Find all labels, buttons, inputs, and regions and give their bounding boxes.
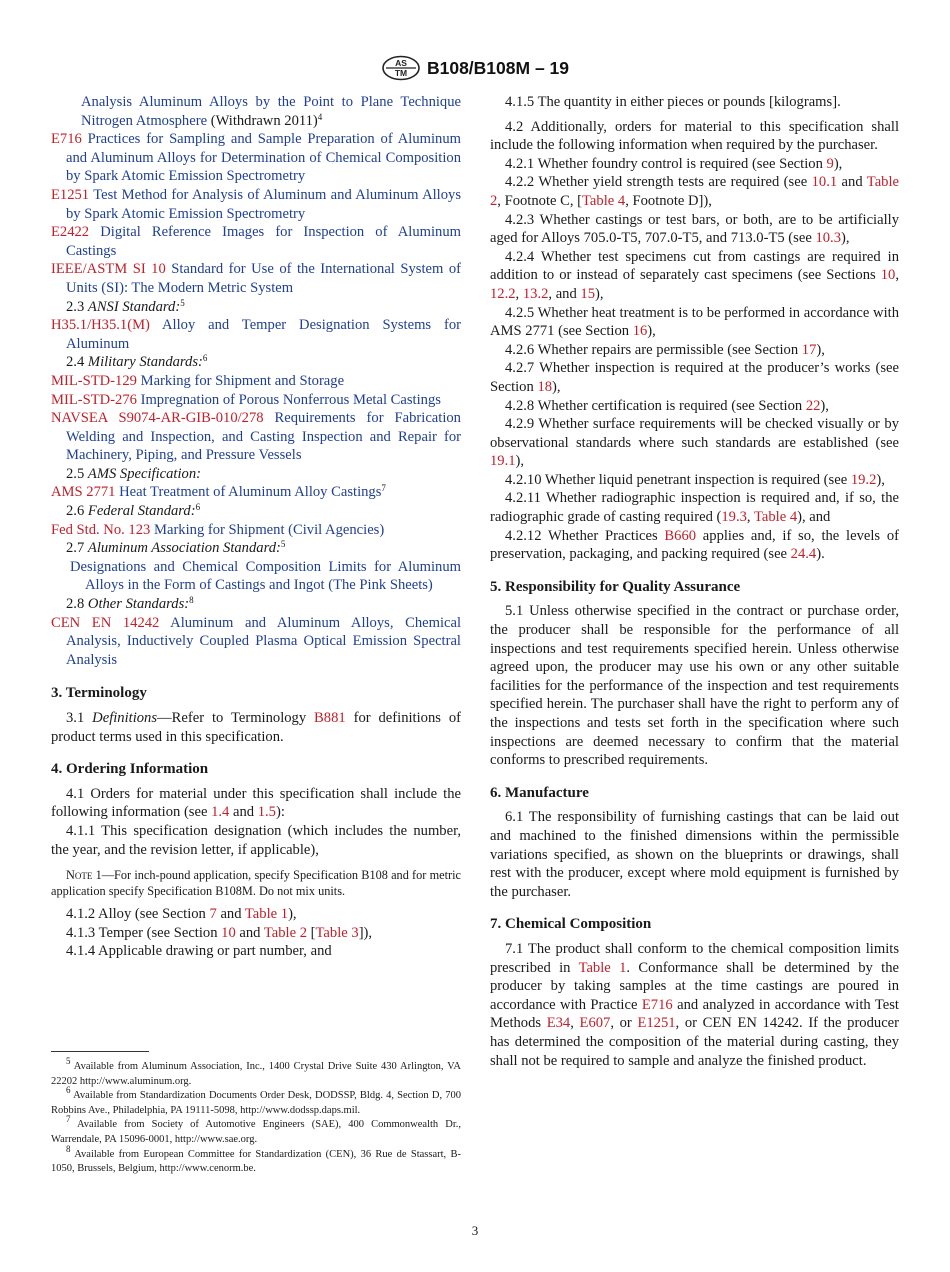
- reference-code-link[interactable]: H35.1/H35.1(M): [51, 317, 150, 334]
- reference-e716: [51, 130, 461, 186]
- svg-text:AS: AS: [395, 58, 407, 68]
- text: , or CEN EN 14242. If the producer has determined the composition of the material during casting, they shall not be required to sample and analyze the finished product.: [490, 1015, 900, 1069]
- note-number: 1: [92, 868, 102, 883]
- xref-link[interactable]: Table 3: [315, 924, 359, 941]
- text: 4.2.12 Whether Practices: [505, 527, 665, 544]
- subsection-2-6: [51, 502, 461, 521]
- text: ),: [515, 453, 525, 470]
- reference-title-link[interactable]: Heat Treatment of Aluminum Alloy Castings: [119, 484, 382, 501]
- text: ),: [552, 378, 561, 395]
- paragraph-4-1-5: 4.1.5 The quantity in either pieces or pounds [kilograms].: [505, 94, 841, 110]
- paragraph-4-2-12: [490, 527, 899, 564]
- reference-code-link[interactable]: MIL-STD-276: [51, 391, 137, 408]
- reference-ams-2771: [51, 483, 461, 502]
- text: 4.2.11 Whether radiographic inspection is required and, if so, the radiographic grade of casting required (: [490, 490, 899, 526]
- footnote-number: 5: [66, 1056, 71, 1066]
- paragraph-4-2-10: [490, 471, 899, 490]
- reference-code-link[interactable]: CEN EN 14242: [51, 614, 160, 631]
- text: 4.2.8 Whether certification is required (see Section: [505, 397, 806, 414]
- xref-link[interactable]: 10: [221, 924, 236, 941]
- subsection-2-7: [51, 539, 461, 558]
- reference-title-link[interactable]: Alloy and Temper Designation Systems for Aluminum: [66, 317, 461, 352]
- section-label: Federal Standard:: [87, 503, 196, 520]
- reference-title-link[interactable]: Aluminum and Aluminum Alloys, Chemical Analysis, Inductively Coupled Plasma Optical Emission Spectral Analysis: [66, 614, 462, 668]
- xref-link[interactable]: 19.1: [490, 453, 516, 470]
- text: 4.2.10 Whether liquid penetrant inspection is required (see: [505, 471, 851, 488]
- xref-link[interactable]: Table 1: [578, 959, 627, 976]
- xref-link[interactable]: 7: [209, 906, 217, 923]
- section-label: Aluminum Association Standard:: [87, 540, 281, 557]
- xref-link[interactable]: E34: [546, 1015, 571, 1032]
- section-label: Military Standards:: [87, 354, 203, 371]
- paragraph-4-2-6: [490, 341, 899, 360]
- reference-fed-std-123: [51, 521, 461, 540]
- reference-title-link[interactable]: Requirements for Fabrication Welding and Inspection, and Casting Inspection and Repair for Machinery, Piping, and Pressure Vessels: [66, 410, 461, 464]
- xref-link[interactable]: 17: [801, 341, 817, 358]
- footnote-text: Available from Standardization Documents Order Desk, DODSSP, Bldg. 4, Section D, 700 Robbins Ave., Philadelphia, PA 19111-5098, http://www.dodssp.daps.mil.: [51, 1090, 461, 1116]
- text: 4.1.3 Temper (see Section: [66, 924, 222, 941]
- text: . Conformance shall be determined by the producer by taking samples at the time castings are poured in accordance with Practice: [490, 959, 899, 1013]
- paragraph-4-1-3: [51, 924, 461, 943]
- xref-link[interactable]: 10.1: [811, 174, 838, 191]
- reference-title-link[interactable]: Designations and Chemical Composition Limits for Aluminum Alloys in the Form of Castings and Ingot (The Pink Sheets): [70, 558, 461, 594]
- footnote-marker: 4: [317, 111, 323, 122]
- xref-link[interactable]: 24.4: [790, 546, 817, 563]
- text: ),: [816, 341, 825, 358]
- section-heading-ordering: 4. Ordering Information: [51, 761, 209, 778]
- paragraph-4-2-7: [490, 359, 899, 396]
- reference-code-link[interactable]: AMS 2771: [51, 484, 116, 501]
- reference-title[interactable]: Analysis Aluminum Alloys by the Point to Plane Technique Nitrogen Atmosphere: [81, 94, 461, 129]
- left-column: [51, 93, 461, 961]
- withdrawn-note: (Withdrawn 2011): [207, 112, 318, 129]
- reference-code-link[interactable]: IEEE/ASTM SI 10: [51, 261, 166, 278]
- footnote-text: Available from Society of Automotive Engineers (SAE), 400 Commonwealth Dr., Warrendale, PA 15096-0001, http://www.sae.org.: [51, 1119, 461, 1145]
- text: 4.1 Orders for material under this specification shall include the following information (see: [51, 785, 461, 821]
- text: ).: [816, 546, 825, 563]
- section-number: 2.6: [66, 503, 85, 520]
- reference-continued: [51, 93, 461, 130]
- footnote-marker: 7: [381, 483, 386, 494]
- subsection-2-3: [51, 298, 461, 317]
- text: ):: [275, 804, 285, 821]
- footnote-number: 6: [66, 1085, 71, 1096]
- note-text: —For inch-pound application, specify Specification B108 and for metric application specify Specification B108M. Do not mix units.: [51, 868, 461, 899]
- footnote-divider: [51, 1051, 149, 1052]
- text: and: [216, 906, 245, 923]
- xref-link[interactable]: 16: [632, 323, 648, 340]
- xref-link[interactable]: 22: [805, 397, 821, 414]
- section-label: ANSI Standard:: [87, 298, 181, 315]
- text: ,: [746, 509, 754, 526]
- xref-link[interactable]: 9: [826, 155, 834, 172]
- footnote-text: Available from European Committee for Standardization (CEN), 36 Rue de Stassart, B-1050, Brussels, Belgium, http://www.cenorm.be.: [51, 1148, 461, 1175]
- reference-code-link[interactable]: MIL-STD-129: [51, 372, 137, 389]
- footnote-marker: 5: [180, 297, 185, 308]
- paragraph-6-1: 6.1 The responsibility of furnishing castings that can be laid out and machined to the finished dimensions within the permissible variations specified, as shown on the blueprints or drawings, shall rest with the producer, except where mold equipment is furnished by the purchaser.: [490, 809, 899, 900]
- document-designation: B108/B108M – 19: [426, 57, 570, 78]
- text: ]),: [358, 924, 373, 941]
- reference-ieee-astm-si10: [51, 260, 461, 297]
- section-label: AMS Specification:: [87, 465, 201, 482]
- paragraph-4-2-3: [490, 211, 899, 248]
- paragraph-4-1-4: 4.1.4 Applicable drawing or part number, and: [66, 943, 332, 960]
- xref-link[interactable]: Table 2: [263, 924, 308, 941]
- subsection-2-5: [51, 465, 461, 484]
- text: —Refer to Terminology: [157, 710, 315, 726]
- footnote-number: 7: [66, 1114, 71, 1125]
- paragraph-5-1: 5.1 Unless otherwise specified in the contract or purchase order, the producer shall be responsible for the performance of all inspections and test requirements specified herein. Unless otherwise agreed upon, the producer may use his own or any other suitable facilities for the performance of the inspection and test requirements specified herein. The purchaser shall have the right to perform any of the inspections and tests set forth in the specification where such inspections are deemed necessary to confirm that the material conforms to prescribed requirements.: [490, 603, 899, 769]
- text: 4.2.6 Whether repairs are permissible (see Section: [505, 341, 802, 358]
- reference-e2422: [51, 223, 461, 260]
- text: and: [229, 804, 258, 821]
- xref-link[interactable]: 10: [880, 267, 896, 284]
- footnotes: [51, 1056, 461, 1177]
- footnote-number: 8: [66, 1143, 71, 1154]
- text: ),: [833, 155, 843, 172]
- xref-link[interactable]: 18: [537, 378, 553, 395]
- text: for definitions of product terms used in this specification.: [51, 710, 461, 745]
- text: ),: [841, 230, 850, 247]
- paragraph-4-1-1: 4.1.1 This specification designation (which includes the number, the year, and the revision letter, if applicable),: [51, 822, 461, 858]
- footnote-marker: 6: [202, 353, 208, 364]
- text: ), and: [797, 509, 831, 526]
- paragraph-4-2-8: [490, 397, 899, 416]
- reference-title-link[interactable]: Digital Reference Images for Inspection of Aluminum Castings: [66, 224, 461, 259]
- text: applies and, if so, the levels of preservation, packaging, and packing required (see: [490, 527, 899, 563]
- reference-h35: [51, 316, 461, 353]
- right-column: [490, 93, 899, 1070]
- text: 4.2.3 Whether castings or test bars, or both, are to be artificially aged for Alloys 705.0-T5, 707.0-T5, and 713.0-T5 (see: [490, 211, 899, 247]
- text: 4.2.9 Whether surface requirements will be checked visually or by observational standards where such standards are established (see: [490, 416, 899, 451]
- xref-link[interactable]: B881: [314, 710, 346, 726]
- footnote: [51, 1114, 461, 1147]
- xref-link[interactable]: 1.4: [211, 804, 230, 821]
- section-heading-terminology: 3. Terminology: [51, 685, 147, 702]
- xref-link[interactable]: 19.2: [850, 471, 877, 488]
- text: ,: [515, 285, 523, 302]
- text: , or: [610, 1015, 638, 1032]
- section-number: 3.1: [66, 710, 85, 726]
- reference-title-link[interactable]: Marking for Shipment (Civil Agencies): [153, 521, 385, 538]
- note-label: Note: [66, 868, 93, 883]
- reference-pink-sheets: [51, 558, 461, 595]
- paragraph-4-2-11: [490, 489, 899, 526]
- section-heading-chemical-composition: 7. Chemical Composition: [490, 916, 652, 933]
- text: 4.2.7 Whether inspection is required at the producer’s works (see Section: [490, 360, 899, 395]
- footnote: [51, 1056, 461, 1089]
- section-number: 2.4: [66, 354, 85, 371]
- text: , Footnote D]),: [625, 192, 712, 209]
- xref-link[interactable]: 19.3: [721, 509, 747, 526]
- reference-code-link[interactable]: NAVSEA S9074-AR-GIB-010/278: [51, 410, 264, 427]
- subsection-2-4: [51, 353, 461, 372]
- text: , and: [548, 285, 581, 302]
- text: and: [837, 174, 867, 191]
- footnote: [51, 1143, 461, 1177]
- note-1: [51, 867, 461, 899]
- footnote-text: Available from Aluminum Association, Inc., 1400 Crystal Drive Suite 430 Arlington, VA 22202 http://www.aluminum.org.: [51, 1061, 461, 1087]
- text: ),: [595, 285, 604, 302]
- section-number: 2.7: [66, 540, 85, 557]
- footnote: [51, 1085, 461, 1118]
- reference-code-link[interactable]: E716: [51, 131, 82, 148]
- reference-navsea: [51, 409, 461, 465]
- text: 7.1 The product shall conform to the chemical composition limits prescribed in: [490, 940, 899, 976]
- reference-mil-std-129: [51, 372, 461, 391]
- section-label: Other Standards:: [87, 596, 190, 613]
- astm-logo-icon: [381, 55, 421, 81]
- paragraph-3-1: [51, 709, 461, 746]
- text: ),: [288, 906, 297, 923]
- text: 4.2.2 Whether yield strength tests are required (see: [505, 174, 812, 191]
- paragraph-4-2: 4.2 Additionally, orders for material to this specification shall include the following information when required by the purchaser.: [490, 118, 899, 154]
- xref-link[interactable]: 12.2: [490, 285, 516, 302]
- section-heading-manufacture: 6. Manufacture: [490, 784, 589, 801]
- text: 4.2.1 Whether foundry control is required (see Section: [505, 155, 827, 172]
- reference-code-link[interactable]: E1251: [51, 186, 90, 203]
- paragraph-4-2-4: [490, 248, 899, 304]
- text: 4.2.5 Whether heat treatment is to be performed in accordance with AMS 2771 (see Section: [490, 304, 899, 340]
- text: ,: [570, 1015, 580, 1032]
- section-number: 2.3: [66, 298, 85, 315]
- reference-cen-en-14242: [51, 614, 461, 670]
- paragraph-4-2-9: [490, 415, 899, 471]
- xref-link[interactable]: Table 4: [753, 509, 798, 526]
- page-number: 3: [471, 1223, 479, 1238]
- paragraph-4-2-5: [490, 304, 899, 341]
- reference-title-link[interactable]: Marking for Shipment and Storage: [140, 372, 345, 389]
- text: and: [235, 924, 264, 941]
- paragraph-7-1: [490, 940, 899, 1070]
- footnote-marker: 6: [195, 502, 201, 513]
- text: and analyzed in accordance with Test Methods: [490, 996, 899, 1032]
- subsection-2-8: [51, 595, 461, 614]
- section-number: 2.5: [66, 465, 85, 482]
- reference-title-link[interactable]: Standard for Use of the International System of Units (SI): The Modern Metric System: [66, 261, 461, 296]
- paragraph-4-2-1: [490, 155, 899, 174]
- xref-link[interactable]: Table 2: [490, 174, 899, 209]
- text: ),: [647, 323, 656, 340]
- reference-code-link[interactable]: Fed Std. No. 123: [51, 521, 151, 538]
- xref-link[interactable]: 10.3: [815, 230, 841, 247]
- text: [: [307, 924, 316, 941]
- text: ,: [895, 267, 899, 284]
- text: , Footnote C, [: [497, 192, 583, 209]
- reference-title-link[interactable]: Impregnation of Porous Nonferrous Metal Castings: [140, 391, 441, 408]
- reference-title-link[interactable]: Test Method for Analysis of Aluminum and Aluminum Alloys by Spark Atomic Emission Spectrometry: [66, 186, 461, 222]
- section-heading-quality-assurance: 5. Responsibility for Quality Assurance: [490, 578, 741, 595]
- text: 4.2.4 Whether test specimens cut from castings are required in addition to or instead of separately cast specimens (see Sections: [490, 248, 899, 284]
- xref-link[interactable]: Table 4: [582, 192, 626, 209]
- svg-text:TM: TM: [394, 68, 408, 78]
- xref-link[interactable]: 13.2: [522, 285, 549, 302]
- xref-link[interactable]: E716: [641, 996, 673, 1013]
- reference-mil-std-276: [51, 391, 461, 410]
- text: ),: [820, 397, 829, 414]
- xref-link[interactable]: B660: [664, 527, 697, 544]
- page-header: [0, 55, 950, 85]
- paragraph-4-2-2: [490, 173, 899, 210]
- section-number: 2.8: [66, 596, 85, 613]
- reference-title-link[interactable]: Practices for Sampling and Sample Preparation of Aluminum and Aluminum Alloys for Determination of Chemical Composition by Spark Atomic Emission Spectrometry: [66, 131, 461, 185]
- xref-link[interactable]: E607: [579, 1015, 611, 1032]
- text: ),: [876, 471, 885, 488]
- reference-code-link[interactable]: E2422: [51, 224, 90, 241]
- paragraph-4-1-2: [51, 905, 461, 924]
- text: 4.1.2 Alloy (see Section: [66, 906, 210, 923]
- xref-link[interactable]: 1.5: [257, 804, 276, 821]
- xref-link[interactable]: 15: [580, 285, 596, 302]
- paragraph-4-1: [51, 785, 461, 822]
- xref-link[interactable]: Table 1: [244, 906, 289, 923]
- xref-link[interactable]: E1251: [637, 1015, 676, 1032]
- footnote-marker: 5: [280, 539, 286, 550]
- reference-e1251: [51, 186, 461, 223]
- defined-term: Definitions: [92, 710, 158, 726]
- footnote-marker: 8: [189, 595, 194, 606]
